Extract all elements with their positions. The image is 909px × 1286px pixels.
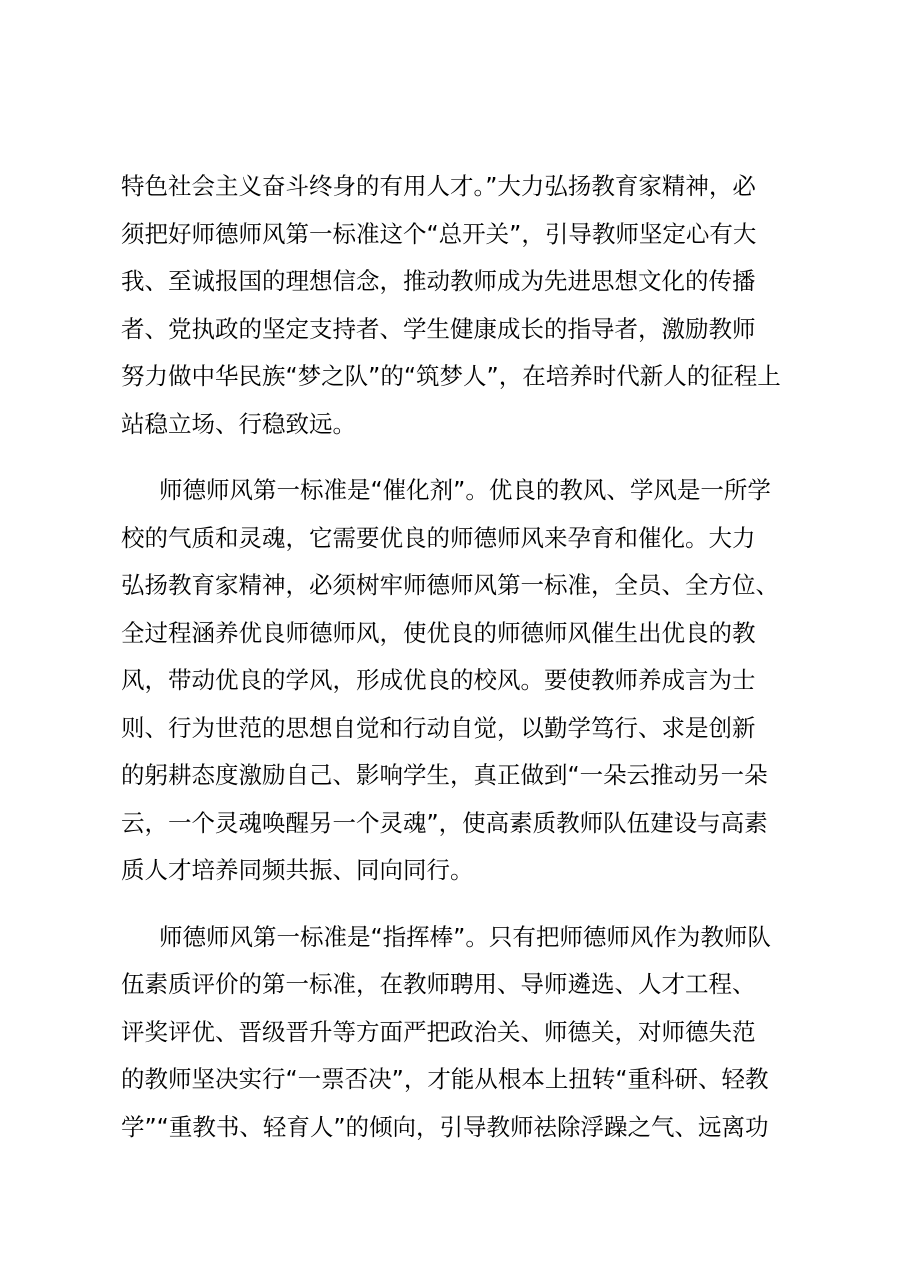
text-line: 的教师坚决实行“一票否决”，才能从根本上扭转“重科研、轻教 [121, 1065, 769, 1093]
text-line: 弘扬教育家精神，必须树牢师德师风第一标准，全员、全方位、 [121, 571, 779, 599]
text-line: 努力做中华民族“梦之队”的“筑梦人”，在培养时代新人的征程上 [121, 362, 781, 390]
text-line: 者、党执政的坚定支持者、学生健康成长的指导者，激励教师 [121, 314, 756, 343]
paragraph-1 [121, 163, 811, 448]
paragraph-3 [121, 914, 811, 1152]
text-line: 则、行为世范的思想自觉和行动自觉，以勤学笃行、求是创新 [121, 713, 756, 742]
paragraph-2 [121, 467, 811, 895]
document-body [121, 163, 811, 1151]
text-line: 校的气质和灵魂，它需要优良的师德师风来孕育和催化。大力 [121, 523, 756, 552]
text-line: 师德师风第一标准是“指挥棒”。只有把师德师风作为教师队 [159, 922, 771, 951]
text-line: 伍素质评价的第一标准，在教师聘用、导师遴选、人才工程、 [121, 970, 756, 998]
text-line: 站稳立场、行稳致远。 [121, 409, 356, 438]
text-line: 的躬耕态度激励自己、影响学生，真正做到“一朵云推动另一朵 [121, 761, 768, 789]
text-line: 全过程涵养优良师德师风，使优良的师德师风催生出优良的教 [121, 618, 756, 647]
text-line: 质人才培养同频共振、同向同行。 [121, 856, 474, 884]
text-line: 须把好师德师风第一标准这个“总开关”，引导教师坚定心有大 [121, 219, 757, 248]
text-line: 风，带动优良的学风，形成优良的校风。要使教师养成言为士 [121, 666, 756, 694]
text-line: 云，一个灵魂唤醒另一个灵魂”，使高素质教师队伍建设与高素 [121, 808, 768, 837]
text-line: 师德师风第一标准是“催化剂”。优良的教风、学风是一所学 [159, 476, 771, 504]
text-line: 我、至诚报国的理想信念，推动教师成为先进思想文化的传播 [121, 267, 756, 295]
text-line: 特色社会主义奋斗终身的有用人才。”大力弘扬教育家精神，必 [121, 172, 756, 200]
text-line: 评奖评优、晋级晋升等方面严把政治关、师德关，对师德失范 [121, 1017, 756, 1046]
text-line: 学”“重教书、轻育人”的倾向，引导教师祛除浮躁之气、远离功 [121, 1112, 769, 1141]
